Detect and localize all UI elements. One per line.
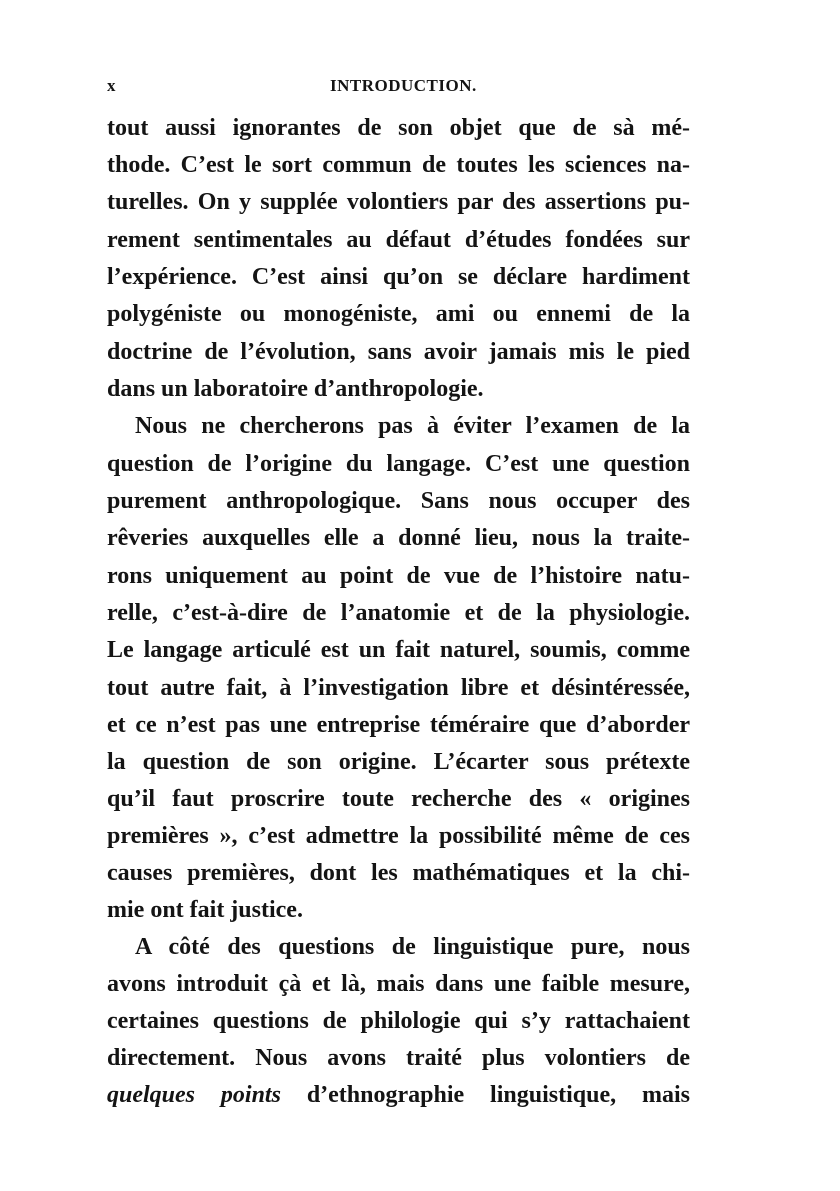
text-line: rons uniquement au point de vue de l’histoire natu-: [107, 563, 690, 589]
text-line: premières », c’est admettre la possibilité même de ces: [107, 823, 690, 849]
text-line: et ce n’est pas une entreprise téméraire que d’aborder: [107, 712, 690, 738]
running-title: INTRODUCTION.: [330, 76, 477, 95]
text-line: Le langage articulé est un fait naturel, soumis, comme: [107, 637, 690, 663]
text-line: qu’il faut proscrire toute recherche des « origines: [107, 786, 690, 812]
text-line: doctrine de l’évolution, sans avoir jamais mis le pied: [107, 339, 690, 365]
text-line: dans un laboratoire d’anthropologie.: [107, 376, 484, 402]
text-line: certaines questions de philologie qui s’y rattachaient: [107, 1008, 690, 1034]
text-line: question de l’origine du langage. C’est une question: [107, 451, 690, 477]
text-line: directement. Nous avons traité plus volontiers de: [107, 1045, 690, 1071]
text-line: thode. C’est le sort commun de toutes les sciences na-: [107, 152, 690, 178]
text-line: [107, 1080, 690, 1110]
text-line: rêveries auxquelles elle a donné lieu, nous la traite-: [107, 525, 690, 551]
text-line: mie ont fait justice.: [107, 897, 303, 923]
page-header: [107, 76, 690, 100]
page-number: x: [107, 76, 116, 95]
text-line: avons introduit çà et là, mais dans une faible mesure,: [107, 971, 690, 997]
italic-phrase: quelques points: [107, 1082, 281, 1108]
text-line: l’expérience. C’est ainsi qu’on se déclare hardiment: [107, 264, 690, 290]
text-line: purement anthropologique. Sans nous occuper des: [107, 488, 690, 514]
text-line: tout aussi ignorantes de son objet que de sà mé-: [107, 115, 690, 141]
text-line: rement sentimentales au défaut d’études fondées sur: [107, 227, 690, 253]
text-line: tout autre fait, à l’investigation libre et désintéressée,: [107, 675, 690, 701]
text-line: relle, c’est-à-dire de l’anatomie et de la physiologie.: [107, 600, 690, 626]
text-line: causes premières, dont les mathématiques et la chi-: [107, 860, 690, 886]
text-line-rest: d’ethnographie linguistique, mais: [280, 1082, 690, 1108]
paragraph-start-line: Nous ne chercherons pas à éviter l’examen de la: [135, 413, 690, 439]
text-line: turelles. On y supplée volontiers par des assertions pu-: [107, 189, 690, 215]
paragraph-start-line: A côté des questions de linguistique pure, nous: [135, 934, 690, 960]
text-line: polygéniste ou monogéniste, ami ou ennemi de la: [107, 301, 690, 327]
text-line: la question de son origine. L’écarter sous prétexte: [107, 749, 690, 775]
